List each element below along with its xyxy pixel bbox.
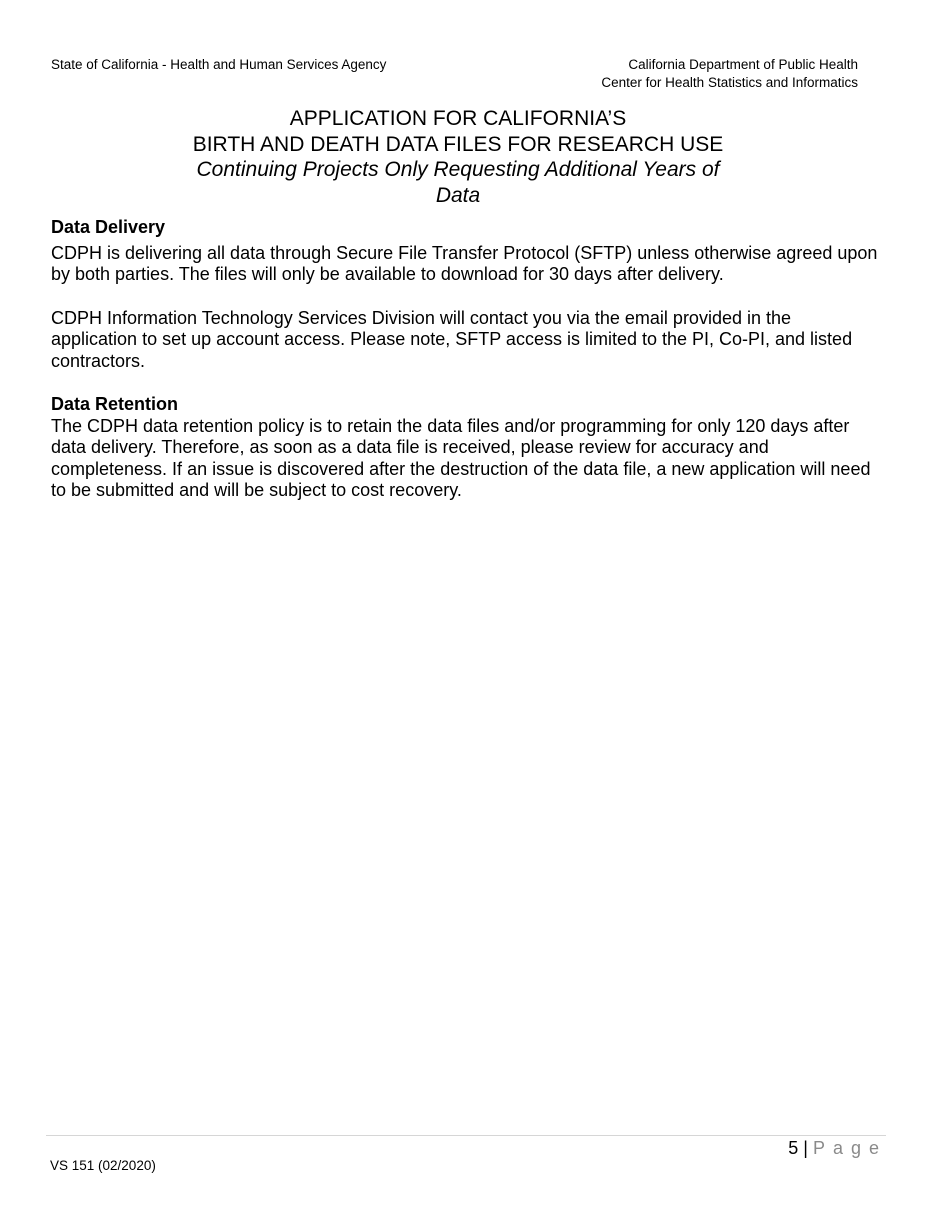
- header-agency: State of California - Health and Human Services Agency: [51, 57, 387, 72]
- page-number: [788, 1138, 887, 1158]
- form-identifier: VS 151 (02/2020): [50, 1158, 156, 1173]
- page-number-value: 5: [788, 1138, 799, 1158]
- data-retention-paragraph: The CDPH data retention policy is to retain the data files and/or programming for only 120 days after data delivery. Therefore, as soon as a data file is received, please review for accuracy and completeness. If an issue is discovered after the destruction of the data file, a new application will need to be submitted and will be subject to cost recovery.: [51, 415, 871, 500]
- section-heading-data-delivery: Data Delivery: [51, 217, 166, 237]
- header-department: [601, 56, 858, 92]
- page-number-separator: |: [803, 1138, 808, 1158]
- header-department-name: California Department of Public Health: [628, 57, 858, 72]
- header-center-name: Center for Health Statistics and Informatics: [601, 75, 858, 90]
- document-title: [0, 106, 916, 208]
- title-subtitle: Continuing Projects Only Requesting Additional Years of Data: [196, 158, 720, 207]
- data-delivery-paragraph-2: CDPH Information Technology Services Division will contact you via the email provided in the application to set up account access. Please note, SFTP access is limited to the PI, Co-PI, and listed contractors.: [51, 307, 853, 371]
- data-delivery-paragraph-1: CDPH is delivering all data through Secure File Transfer Protocol (SFTP) unless otherwise agreed upon by both parties. The files will only be available to download for 30 days after delivery.: [51, 242, 878, 284]
- title-line-1: APPLICATION FOR CALIFORNIA’S: [289, 107, 627, 130]
- document-body: [51, 217, 881, 502]
- footer-divider: [46, 1135, 886, 1136]
- title-line-2: BIRTH AND DEATH DATA FILES FOR RESEARCH USE: [192, 132, 724, 156]
- section-heading-data-retention: Data Retention: [51, 394, 179, 414]
- page-label: Page: [812, 1138, 887, 1158]
